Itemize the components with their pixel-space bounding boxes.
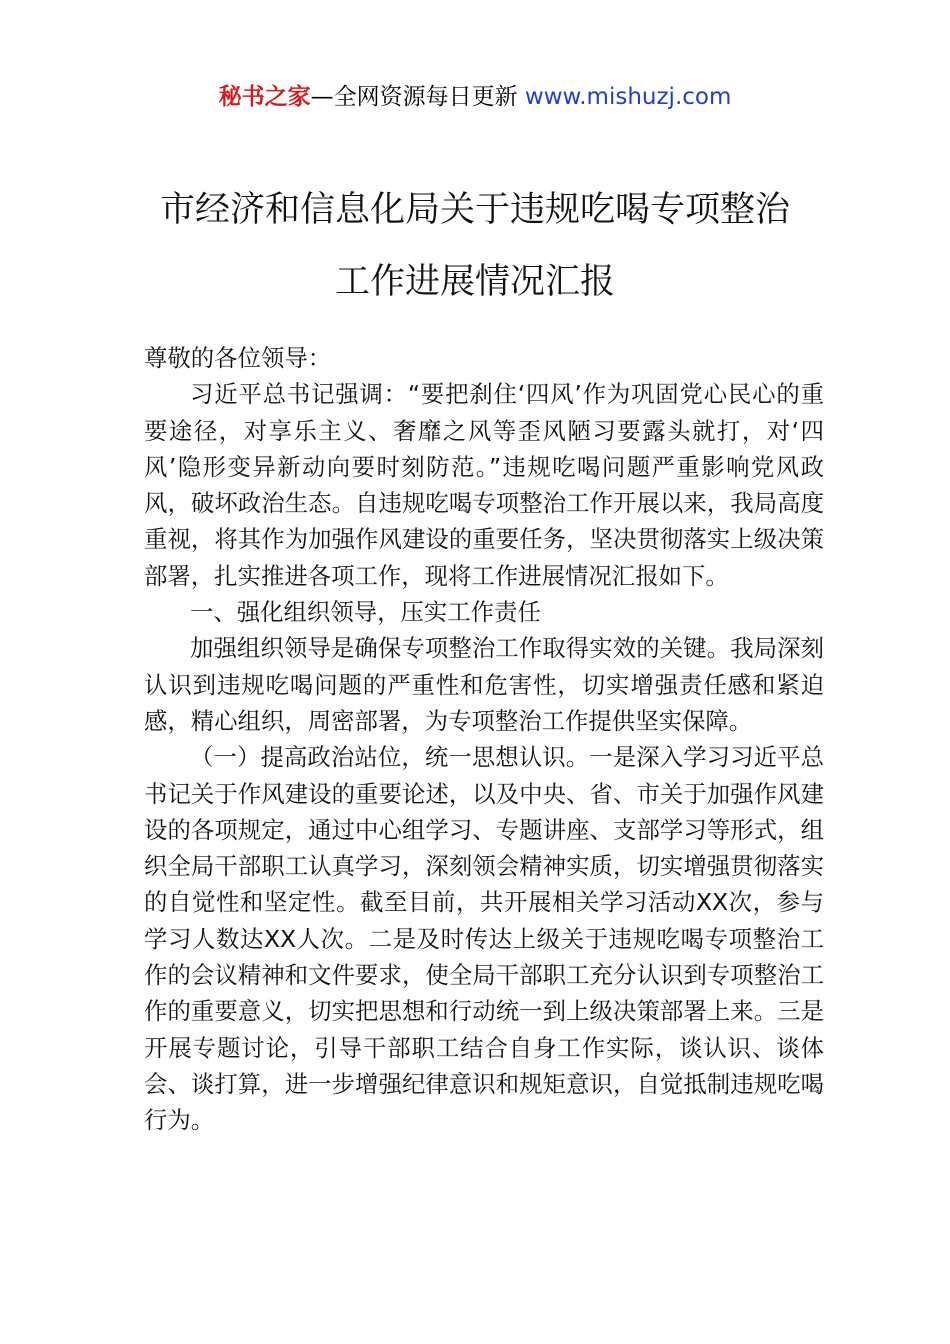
paragraph-intro: 习近平总书记强调：“要把刹住‘四风’作为巩固党心民心的重要途径，对享乐主义、奢靡之风等歪风陋习要露头就打，对‘四风’隐形变异新动向要时刻防范。”违规吃喝问题严重影响党风政风，破坏政治生态。自违规吃喝专项整治工作开展以来，我局高度重视，将其作为加强作风建设的重要任务，坚决贯彻落实上级决策部署，扎实推进各项工作，现将工作进展情况汇报如下。	[144, 380, 824, 590]
site-url-link[interactable]: www.mishuzj.com	[524, 84, 732, 110]
site-banner	[0, 80, 950, 114]
paragraph-subsection-1: （一）提高政治站位，统一思想认识。一是深入学习习近平总书记关于作风建设的重要论述，以及中央、省、市关于加强作风建设的各项规定，通过中心组学习、专题讲座、支部学习等形式，组织全局干部职工认真学习，深刻领会精神实质，切实增强贯彻落实的自觉性和坚定性。截至目前，共开展相关学习活动XX次，参与学习人数达XX人次。二是及时传达上级关于违规吃喝专项整治工作的会议精神和文件要求，使全局干部职工充分认识到专项整治工作的重要意义，切实把思想和行动统一到上级决策部署上来。三是开展专题讨论，引导干部职工结合自身工作实际，谈认识、谈体会、谈打算，进一步增强纪律意识和规矩意识，自觉抵制违规吃喝行为。	[144, 743, 824, 1135]
section-heading-1: 一、强化组织领导，压实工作责任	[190, 598, 541, 627]
site-brand: 秘书之家	[218, 84, 311, 110]
title-line-2: 工作进展情况汇报	[334, 262, 615, 302]
paragraph-section-1: 加强组织领导是确保专项整治工作取得实效的关键。我局深刻认识到违规吃喝问题的严重性和危害性，切实增强责任感和紧迫感，精心组织，周密部署，为专项整治工作提供坚实保障。	[144, 634, 824, 735]
document-body	[144, 340, 824, 1139]
site-tagline: —全网资源每日更新	[310, 84, 525, 110]
document-title	[0, 174, 950, 318]
title-line-1: 市经济和信息化局关于违规吃喝专项整治	[159, 190, 790, 230]
salutation: 尊敬的各位领导：	[144, 344, 332, 372]
